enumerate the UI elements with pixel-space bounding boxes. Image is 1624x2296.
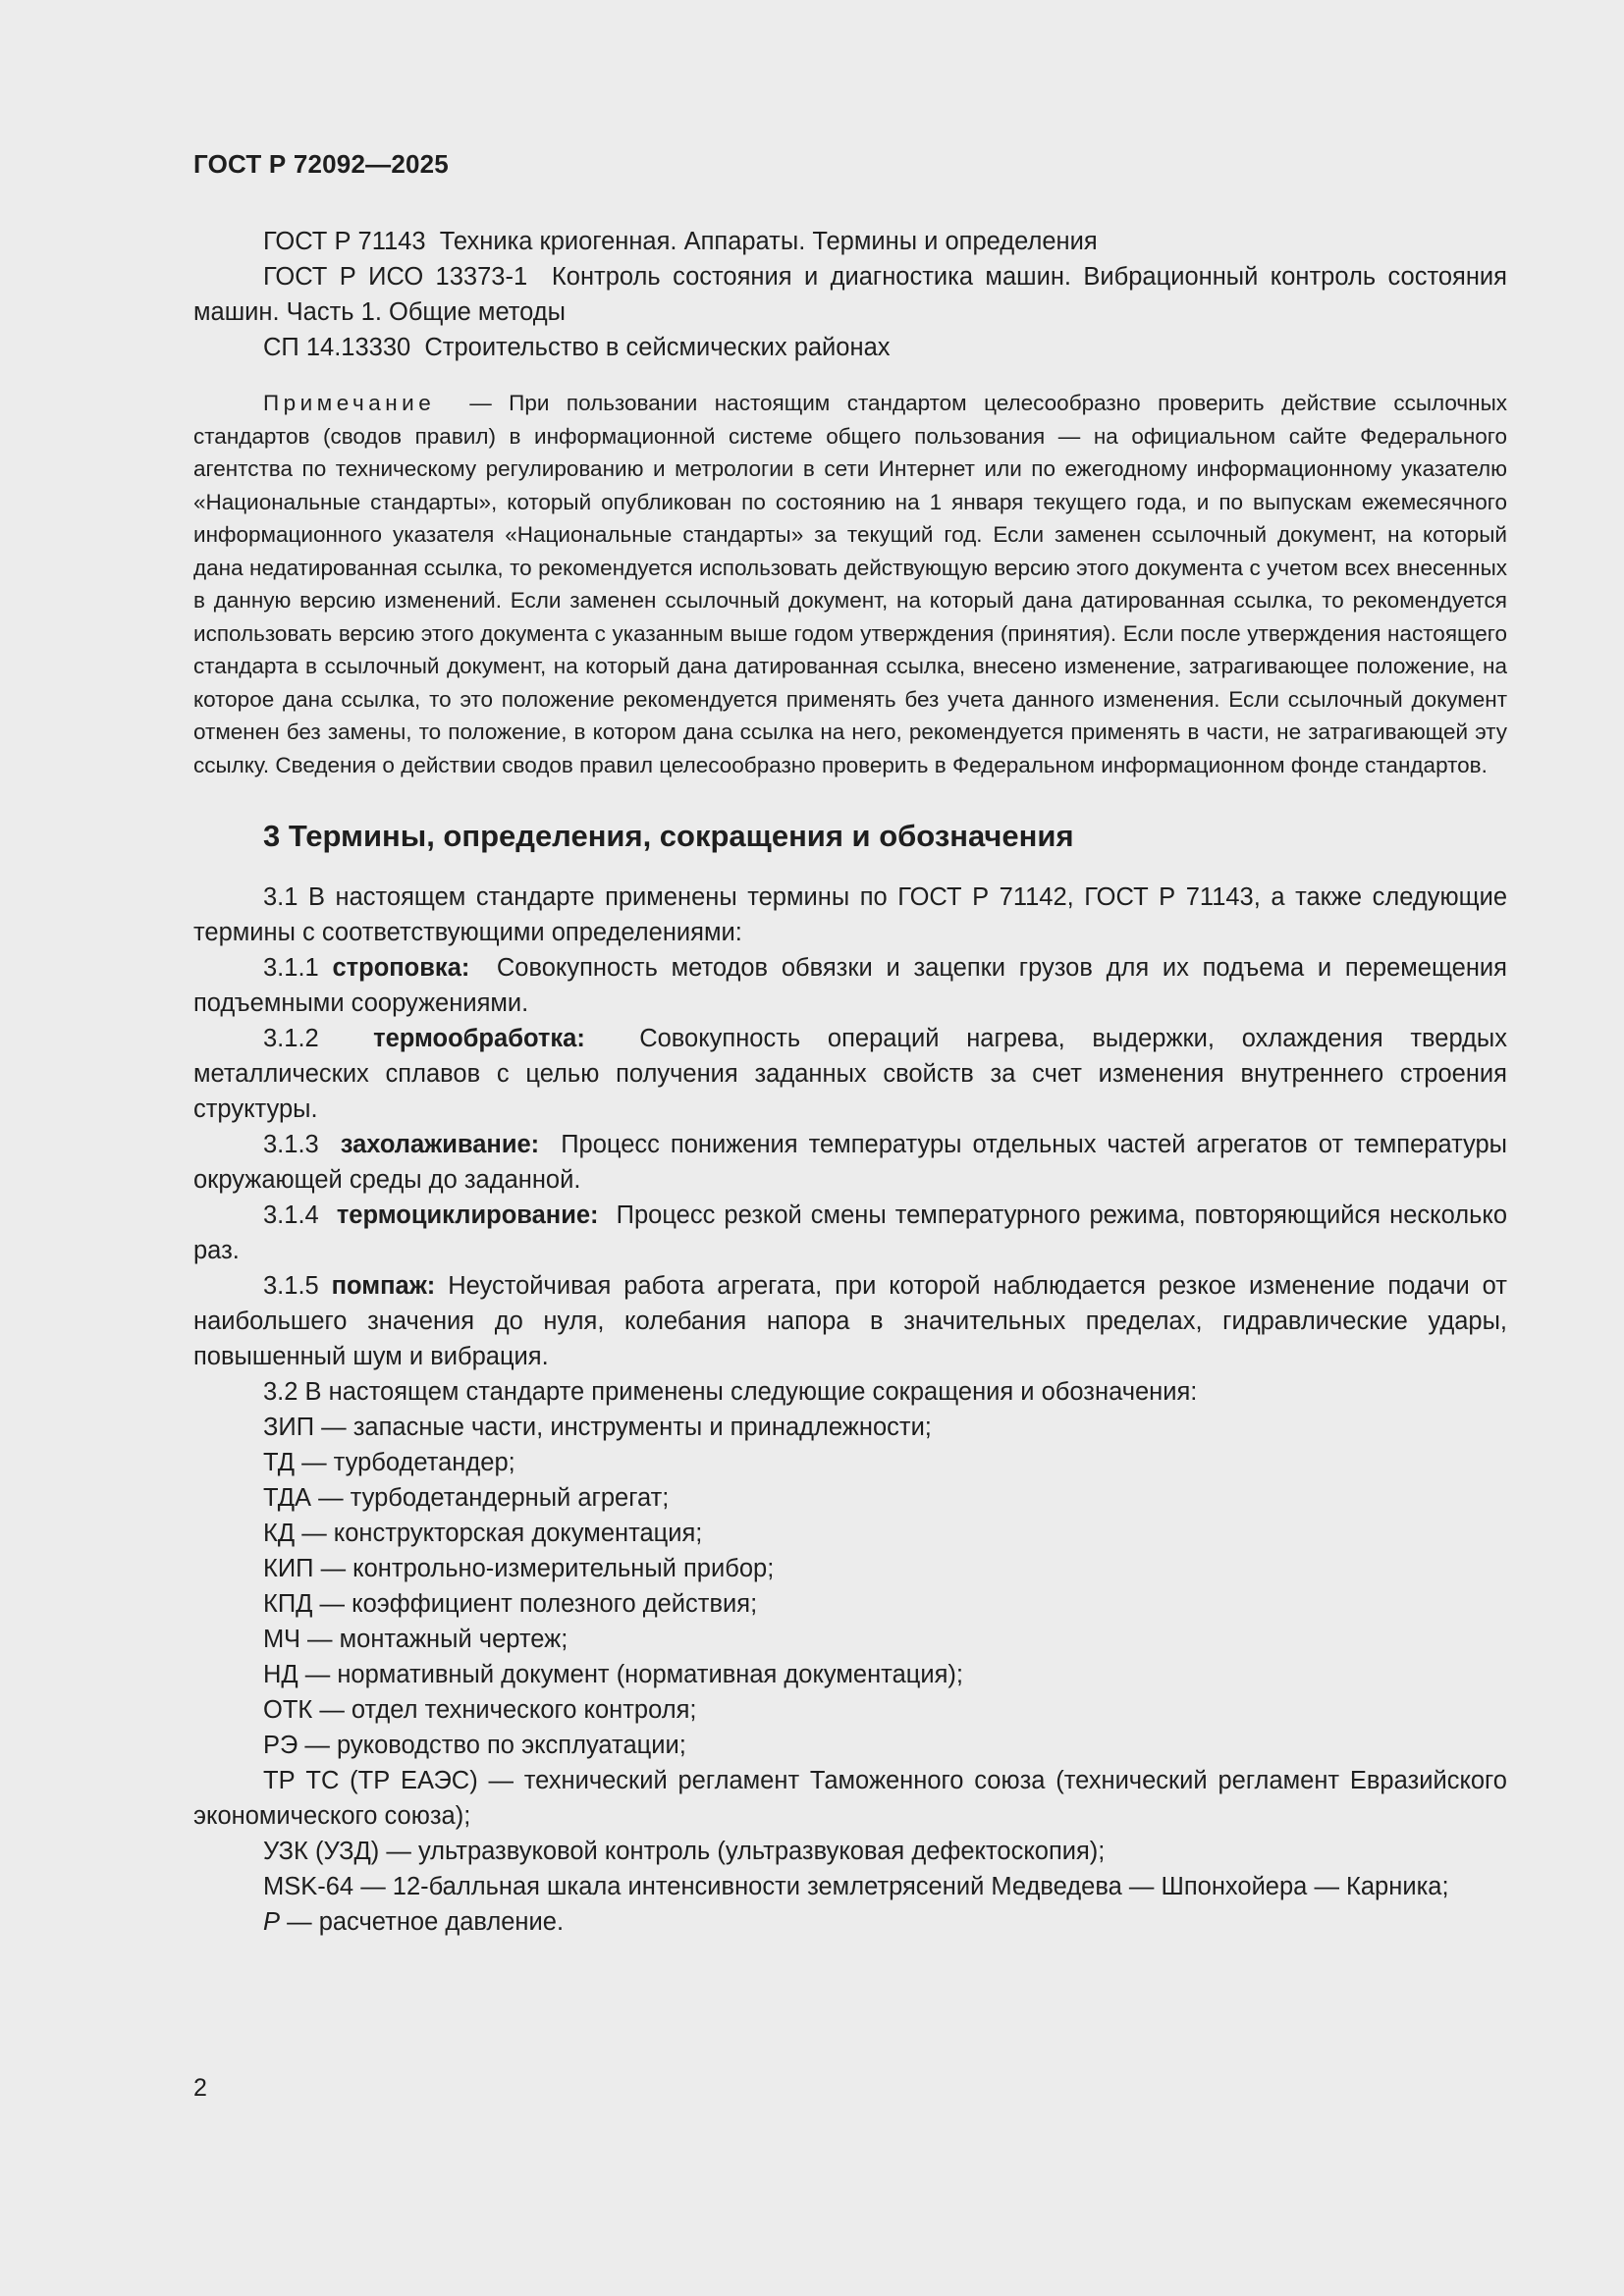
- abbreviation-item: КИП — контрольно-измерительный прибор;: [263, 1555, 775, 1582]
- abbreviation-item: МЧ — монтажный чертеж;: [263, 1626, 568, 1653]
- reference-item: СП 14.13330 Строительство в сейсмических районах: [263, 334, 891, 361]
- term-definition: 3.1.4 термоциклирование: Процесс резкой смены температурного режима, повторяющийся несколько раз.: [193, 1201, 1508, 1264]
- symbol-p: P: [263, 1908, 281, 1936]
- term-name: захолаживание:: [340, 1131, 540, 1158]
- document-header: ГОСТ Р 72092—2025: [193, 149, 449, 179]
- note-text: — При пользовании настоящим стандартом целесообразно проверить действие ссылочных стандартов (сводов правил) в информационной системе общего пользования — на официальном сайте Федерального агентства по техническому регулированию и метрологии в сети Интернет или по ежегодному информационному указателю «Национальные стандарты», который опубликован по состоянию на 1 января текущего года, и по выпускам ежемесячного информационного указателя «Национальные стандарты» за текущий год. Если заменен ссылочный документ, на который дана недатированная ссылка, то рекомендуется использовать действующую версию этого документа с учетом всех внесенных в данную версию изменений. Если заменен ссылочный документ, на который дана датированная ссылка, то рекомендуется использовать версию этого документа с указанным выше годом утверждения (принятия). Если после утверждения настоящего стандарта в ссылочный документ, на который дана датированная ссылка, внесено изменение, затрагивающее положение, на которое дана ссылка, то это положение рекомендуется применять без учета данного изменения. Если ссылочный документ отменен без замены, то положение, в котором дана ссылка на него, рекомендуется применять в части, не затрагивающей эту ссылку. Сведения о действии сводов правил целесообразно проверить в Федеральном информационном фонде стандартов.: [193, 391, 1507, 777]
- abbreviation-item: P — расчетное давление.: [263, 1908, 565, 1936]
- abbreviation-item: ТД — турбодетандер;: [263, 1449, 515, 1476]
- abbreviation-item: ЗИП — запасные части, инструменты и принадлежности;: [263, 1414, 932, 1441]
- abbreviation-item: УЗК (УЗД) — ультразвуковой контроль (ультразвуковая дефектоскопия);: [263, 1838, 1106, 1865]
- term-name: термообработка:: [373, 1025, 585, 1052]
- term-name: строповка:: [332, 954, 470, 982]
- abbreviations-list: [193, 1410, 1507, 1940]
- note-label: Примечание: [263, 391, 436, 415]
- term-name: помпаж:: [331, 1272, 436, 1300]
- page-number: 2: [193, 2074, 207, 2102]
- note-paragraph: [193, 387, 1507, 781]
- reference-item: ГОСТ Р ИСО 13373-1 Контроль состояния и диагностика машин. Вибрационный контроль состояния машин. Часть 1. Общие методы: [193, 263, 1507, 326]
- abbreviation-item: ОТК — отдел технического контроля;: [263, 1696, 697, 1724]
- abbreviation-item: КПД — коэффициент полезного действия;: [263, 1590, 758, 1618]
- page-content: [193, 224, 1507, 1940]
- section-heading: 3 Термины, определения, сокращения и обозначения: [263, 819, 1074, 853]
- term-definition: 3.1.1 строповка: Совокупность методов обвязки и зацепки грузов для их подъема и перемещения подъемными сооружениями.: [193, 954, 1507, 1017]
- abbreviation-item: КД — конструкторская документация;: [263, 1520, 703, 1547]
- term-definition: 3.1.3 захолаживание: Процесс понижения температуры отдельных частей агрегатов от температуры окружающей среды до заданной.: [193, 1131, 1508, 1194]
- term-definition: 3.1.5 помпаж: Неустойчивая работа агрегата, при которой наблюдается резкое изменение подачи от наибольшего значения до нуля, колебания напора в значительных пределах, гидравлические удары, повышенный шум и вибрация.: [193, 1272, 1507, 1370]
- term-definition: 3.1.2 термообработка: Совокупность операций нагрева, выдержки, охлаждения твердых металлических сплавов с целью получения заданных свойств за счет изменения внутреннего строения структуры.: [193, 1025, 1508, 1123]
- references-list: [193, 224, 1507, 365]
- clause-3-2: 3.2 В настоящем стандарте применены следующие сокращения и обозначения:: [263, 1378, 1198, 1406]
- abbreviation-item: РЭ — руководство по эксплуатации;: [263, 1732, 686, 1759]
- reference-item: ГОСТ Р 71143 Техника криогенная. Аппараты. Термины и определения: [263, 228, 1098, 255]
- abbreviation-item: ТДА — турбодетандерный агрегат;: [263, 1484, 670, 1512]
- abbreviation-item: ТР ТС (ТР ЕАЭС) — технический регламент Таможенного союза (технический регламент Евразийского экономического союза);: [193, 1767, 1507, 1830]
- term-name: термоциклирование:: [336, 1201, 599, 1229]
- abbreviation-item: НД — нормативный документ (нормативная документация);: [263, 1661, 963, 1688]
- clause-3-1: 3.1 В настоящем стандарте применены термины по ГОСТ Р 71142, ГОСТ Р 71143, а также следующие термины с соответствующими определениями:: [193, 883, 1507, 946]
- abbreviation-item: MSK-64 — 12-балльная шкала интенсивности землетрясений Медведева — Шпонхойера — Карника;: [263, 1873, 1449, 1900]
